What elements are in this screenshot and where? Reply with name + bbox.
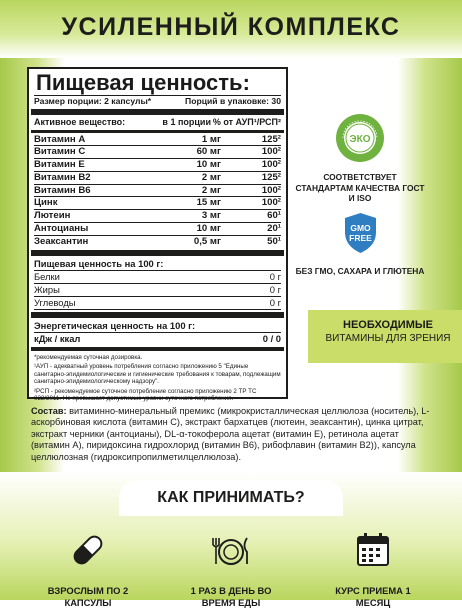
page-title: УСИЛЕННЫЙ КОМПЛЕКС	[61, 13, 401, 41]
macro-row	[34, 297, 281, 310]
gmo-free-shield-icon	[342, 212, 379, 254]
energy-heading: Энергетическая ценность на 100 г:	[34, 319, 196, 331]
nutrient-row	[34, 223, 281, 236]
step-frequency-text: 1 РАЗ В ДЕНЬ ВО ВРЕМЯ ЕДЫ	[190, 585, 272, 608]
nutrient-row	[34, 146, 281, 159]
divider-thick	[31, 109, 284, 115]
callout-line2: ВИТАМИНЫ ДЛЯ ЗРЕНИЯ	[325, 333, 451, 344]
nutrient-amount: 60 мг	[196, 146, 221, 158]
macro-name: Жиры	[34, 283, 60, 295]
nutrient-rows	[34, 134, 281, 248]
macro-name: Углеводы	[34, 296, 76, 308]
callout-line1: НЕОБХОДИМЫЕ	[343, 319, 433, 331]
nutrient-amount: 10 мг	[196, 223, 221, 235]
nutrient-amount: 1 мг	[201, 133, 221, 145]
step-course-text: КУРС ПРИЕМА 1 МЕСЯЦ	[335, 585, 411, 608]
nutrient-amount: 15 мг	[196, 197, 221, 209]
nutrient-name: Витамин А	[34, 133, 86, 145]
divider-thick	[31, 347, 284, 351]
nutrient-name: Витамин Е	[34, 159, 85, 171]
nutrient-percent: 60¹	[267, 210, 281, 222]
footnote-1: *рекомендуемая суточная дозировка.	[34, 353, 143, 361]
nutrient-amount: 2 мг	[201, 184, 221, 196]
col-active: Активное вещество:	[34, 117, 126, 127]
divider-thick	[31, 312, 284, 318]
vision-callout	[308, 310, 462, 363]
nutrient-name: Витамин В2	[34, 171, 91, 183]
composition-label: Состав:	[31, 406, 67, 416]
eko-quality-seal-icon	[335, 113, 385, 163]
nutrient-row	[34, 236, 281, 248]
col-percent: % от АУП¹/РСП²	[212, 117, 281, 127]
col-portion: в 1 порции	[162, 117, 211, 127]
macro-rows	[34, 271, 281, 310]
how-to-heading: КАК ПРИНИМАТЬ?	[119, 480, 343, 516]
gmo-line2: FREE	[349, 233, 372, 243]
nutrient-name: Антоцианы	[34, 223, 89, 235]
macro-row	[34, 271, 281, 284]
composition-text: витаминно-минеральный премикс (микрокристаллическая целлюлоза (носитель), L-аскорбиновая кислота (витамин С), экстракт бархатцев (лютеин, зеаксантин), цинка цитрат, экстракт черники (антоцианы), DL-α-токоферола ацетат (витамин Е), ретинола ацетат (витамин А), пиридоксина гидрохлорид (витамин В6), рибофлавин (витамин В2)), капсула целлюлозная (гидроксипропилметилцеллюлоза).	[31, 406, 430, 462]
eko-text: ЭКО	[349, 134, 371, 145]
step-dose-text: ВЗРОСЛЫМ ПО 2 КАПСУЛЫ	[47, 585, 129, 608]
nutrient-percent: 50¹	[267, 235, 281, 247]
nutrient-amount: 2 мг	[201, 171, 221, 183]
nutrition-heading: Пищевая ценность:	[36, 70, 250, 95]
composition	[31, 406, 436, 463]
calendar-icon	[351, 528, 395, 572]
footnote-2: ¹АУП - адекватный уровень потребления согласно приложению 5 "Единые санитарно-эпидемиологические и гигиенические требования к товарам, подлежащим санитарно-эпидемиологическому надзору".	[34, 363, 281, 386]
nutrient-row	[34, 185, 281, 198]
nutrient-row	[34, 159, 281, 172]
nutrient-row	[34, 134, 281, 147]
energy-value: 0 / 0	[262, 332, 281, 344]
nutrient-amount: 10 мг	[196, 159, 221, 171]
macro-value: 0 г	[269, 270, 281, 282]
nutrient-name: Зеаксантин	[34, 235, 89, 247]
step-course	[318, 528, 428, 608]
capsule-icon	[66, 528, 110, 572]
macro-row	[34, 284, 281, 297]
nutrient-percent: 100²	[261, 197, 281, 209]
plate-cutlery-icon	[209, 528, 253, 572]
per100-heading: Пищевая ценность на 100 г:	[34, 257, 164, 269]
gmo-line1: GMO	[350, 223, 371, 233]
footnote-3: ²РСП - рекомендуемое суточное потребление согласно приложению 2 ТР ТС 022/2011. Не превышает допустимые уровни суточного потребления.	[34, 387, 257, 403]
nutrient-percent: 125²	[261, 133, 281, 145]
nutrient-percent: 125²	[261, 171, 281, 183]
serving-info	[34, 96, 281, 107]
nutrition-header-row	[34, 117, 281, 129]
serving-size: Размер порции: 2 капсулы*	[34, 96, 152, 106]
nutrient-name: Витамин С	[34, 146, 86, 158]
macro-value: 0 г	[269, 283, 281, 295]
nutrient-name: Цинк	[34, 197, 58, 209]
macro-name: Белки	[34, 270, 60, 282]
gmo-text: БЕЗ ГМО, САХАРА И ГЛЮТЕНА	[295, 266, 425, 276]
gost-text: СООТВЕТСТВУЕТ СТАНДАРТАМ КАЧЕСТВА ГОСТ И ISO	[295, 172, 425, 203]
step-dose	[33, 528, 143, 608]
nutrient-name: Лютеин	[34, 210, 71, 222]
nutrient-percent: 20¹	[267, 223, 281, 235]
servings-per-pack: Порций в упаковке: 30	[185, 96, 281, 106]
nutrient-row	[34, 172, 281, 185]
nutrient-amount: 3 мг	[201, 210, 221, 222]
nutrient-amount: 0,5 мг	[193, 235, 221, 247]
nutrient-percent: 100²	[261, 184, 281, 196]
nutrient-row	[34, 210, 281, 223]
nutrient-name: Витамин В6	[34, 184, 91, 196]
nutrient-percent: 100²	[261, 146, 281, 158]
macro-value: 0 г	[269, 296, 281, 308]
energy-label: кДж / ккал	[34, 332, 81, 344]
nutrient-row	[34, 197, 281, 210]
divider-thick	[31, 250, 284, 256]
divider-medium	[31, 130, 284, 133]
nutrition-label	[27, 67, 288, 403]
step-frequency	[176, 528, 286, 608]
nutrient-percent: 100²	[261, 159, 281, 171]
energy-row	[34, 333, 281, 345]
